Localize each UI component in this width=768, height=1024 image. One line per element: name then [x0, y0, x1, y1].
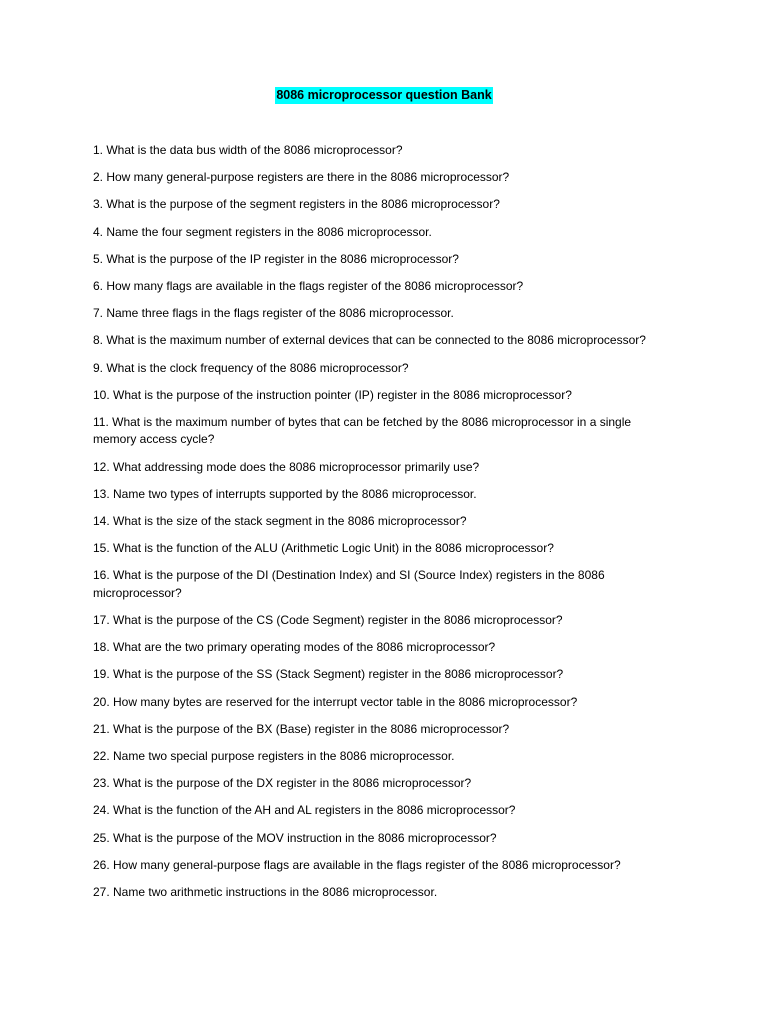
question-item: 23. What is the purpose of the DX register in the 8086 microprocessor?	[93, 776, 472, 791]
question-item: 25. What is the purpose of the MOV instruction in the 8086 microprocessor?	[93, 830, 497, 845]
question-item: 12. What addressing mode does the 8086 microprocessor primarily use?	[93, 459, 480, 474]
question-list	[93, 142, 653, 911]
question-item: 26. How many general-purpose flags are available in the flags register of the 8086 microprocessor?	[93, 857, 621, 872]
question-item: 27. Name two arithmetic instructions in the 8086 microprocessor.	[93, 884, 438, 899]
question-item: 24. What is the function of the AH and AL registers in the 8086 microprocessor?	[93, 803, 516, 818]
question-item: 14. What is the size of the stack segment in the 8086 microprocessor?	[93, 513, 467, 528]
title-container	[0, 86, 768, 104]
question-item: 8. What is the maximum number of external devices that can be connected to the 8086 microprocessor?	[93, 333, 646, 348]
question-item: 3. What is the purpose of the segment registers in the 8086 microprocessor?	[93, 197, 500, 212]
question-item: 21. What is the purpose of the BX (Base) register in the 8086 microprocessor?	[93, 721, 510, 736]
question-item: 15. What is the function of the ALU (Arithmetic Logic Unit) in the 8086 microprocessor?	[93, 541, 554, 556]
question-item: 17. What is the purpose of the CS (Code Segment) register in the 8086 microprocessor?	[93, 613, 563, 627]
question-item: 20. How many bytes are reserved for the interrupt vector table in the 8086 microprocessor?	[93, 694, 578, 709]
question-item: 10. What is the purpose of the instruction pointer (IP) register in the 8086 microprocessor?	[93, 387, 572, 402]
question-item: 6. How many flags are available in the flags register of the 8086 microprocessor?	[93, 278, 524, 293]
question-item: 2. How many general-purpose registers are there in the 8086 microprocessor?	[93, 170, 510, 185]
question-item: 11. What is the maximum number of bytes that can be fetched by the 8086 microprocessor in a single memory access cycle?	[93, 414, 632, 447]
question-item: 1. What is the data bus width of the 8086 microprocessor?	[93, 143, 403, 157]
question-item: 18. What are the two primary operating modes of the 8086 microprocessor?	[93, 640, 496, 655]
question-item: 7. Name three flags in the flags register of the 8086 microprocessor.	[93, 306, 454, 321]
question-item: 9. What is the clock frequency of the 8086 microprocessor?	[93, 360, 409, 375]
page-title: 8086 microprocessor question Bank	[276, 88, 492, 102]
question-item: 22. Name two special purpose registers in the 8086 microprocessor.	[93, 748, 455, 763]
question-item: 19. What is the purpose of the SS (Stack Segment) register in the 8086 microprocessor?	[93, 667, 564, 682]
question-item: 16. What is the purpose of the DI (Destination Index) and SI (Source Index) registers in the 8086 microprocessor?	[93, 568, 605, 600]
question-item: 4. Name the four segment registers in the 8086 microprocessor.	[93, 224, 432, 239]
question-item: 5. What is the purpose of the IP register in the 8086 microprocessor?	[93, 251, 459, 266]
question-item: 13. Name two types of interrupts supported by the 8086 microprocessor.	[93, 486, 477, 501]
